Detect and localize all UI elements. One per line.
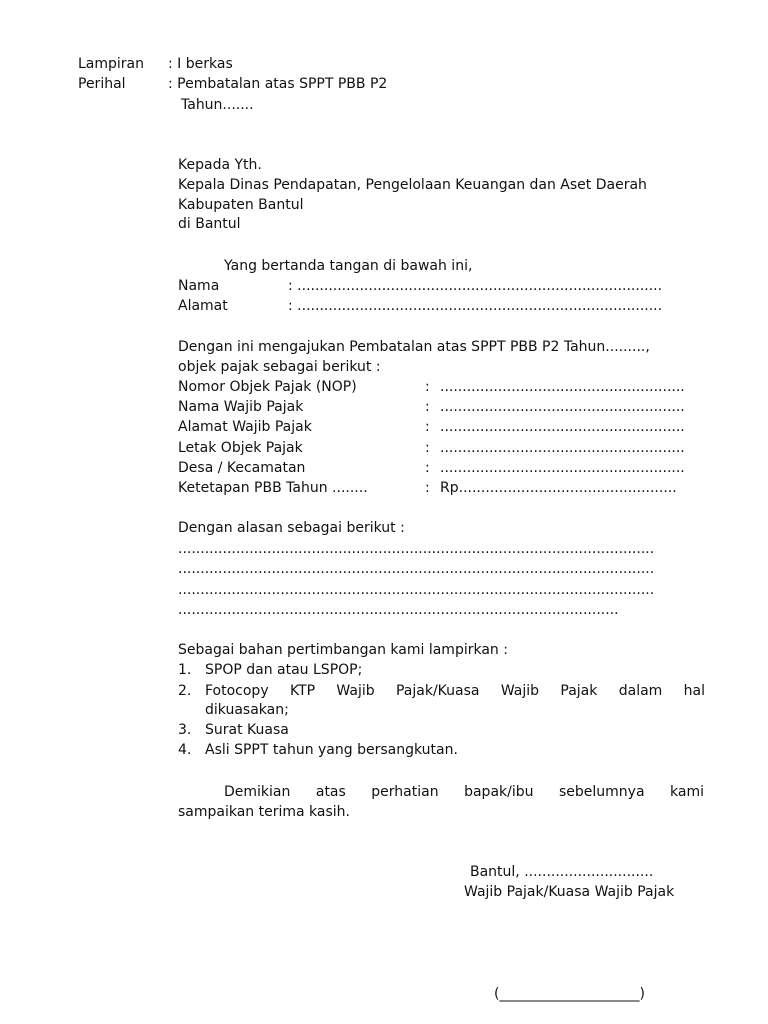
perihal-value: : Pembatalan atas SPPT PBB P2 [168, 76, 388, 92]
request-line-2: objek pajak sebagai berikut : [178, 359, 381, 375]
nama-field: : .................................................................................. [288, 278, 663, 294]
signer-intro: Yang bertanda tangan di bawah ini, [224, 258, 473, 274]
field-label: Nama Wajib Pajak [178, 399, 304, 415]
field-value: ....................................................... [440, 440, 685, 456]
attachment-text: Surat Kuasa [205, 722, 289, 738]
field-value: ....................................................... [440, 460, 685, 476]
reason-line: ................................................................................................... [178, 602, 619, 618]
recipient-regency: Kabupaten Bantul [178, 197, 304, 213]
field-label: Letak Objek Pajak [178, 440, 303, 456]
attachments-title: Sebagai bahan pertimbangan kami lampirkan : [178, 642, 508, 658]
reason-line: ........................................................................................................... [178, 561, 655, 577]
alamat-field: : .................................................................................. [288, 298, 663, 314]
field-colon: : [425, 379, 430, 395]
field-colon: : [425, 419, 430, 435]
recipient-city: di Bantul [178, 216, 241, 232]
field-label: Ketetapan PBB Tahun ........ [178, 480, 368, 496]
request-line-1: Dengan ini mengajukan Pembatalan atas SPPT PBB P2 Tahun........., [178, 339, 650, 355]
field-label: Desa / Kecamatan [178, 460, 306, 476]
lampiran-value: : I berkas [168, 56, 233, 72]
alamat-label: Alamat [178, 298, 228, 314]
nama-label: Nama [178, 278, 220, 294]
lampiran-label: Lampiran [78, 56, 145, 72]
recipient-office: Kepala Dinas Pendapatan, Pengelolaan Keuangan dan Aset Daerah [178, 177, 647, 193]
recipient-greeting: Kepada Yth. [178, 157, 262, 173]
perihal-year: Tahun....... [181, 97, 254, 113]
field-label: Nomor Objek Pajak (NOP) [178, 379, 357, 395]
attachment-number: 1. [178, 662, 192, 678]
field-label: Alamat Wajib Pajak [178, 419, 312, 435]
attachment-text: SPOP dan atau LSPOP; [205, 662, 363, 678]
signature-blank: (____________________) [494, 986, 645, 1002]
field-colon: : [425, 460, 430, 476]
closing-line-1: Demikian atas perhatian bapak/ibu sebelumnya kami [224, 784, 704, 800]
signer-role: Wajib Pajak/Kuasa Wajib Pajak [464, 884, 675, 900]
attachment-text: Fotocopy KTP Wajib Pajak/Kuasa Wajib Pajak dalam hal [205, 683, 705, 699]
field-value: ....................................................... [440, 379, 685, 395]
field-colon: : [425, 480, 430, 496]
field-colon: : [425, 440, 430, 456]
attachment-number: 2. [178, 683, 192, 699]
reason-line: ........................................................................................................... [178, 582, 655, 598]
place-date: Bantul, ............................. [470, 864, 654, 880]
attachment-text-continued: dikuasakan; [205, 702, 289, 718]
closing-line-2: sampaikan terima kasih. [178, 804, 350, 820]
field-value: Rp................................................. [440, 480, 677, 496]
attachment-number: 3. [178, 722, 192, 738]
field-colon: : [425, 399, 430, 415]
attachment-number: 4. [178, 742, 192, 758]
reason-line: ........................................................................................................... [178, 541, 655, 557]
attachment-text: Asli SPPT tahun yang bersangkutan. [205, 742, 458, 758]
field-value: ....................................................... [440, 419, 685, 435]
reason-title: Dengan alasan sebagai berikut : [178, 520, 405, 536]
field-value: ....................................................... [440, 399, 685, 415]
perihal-label: Perihal [78, 76, 126, 92]
